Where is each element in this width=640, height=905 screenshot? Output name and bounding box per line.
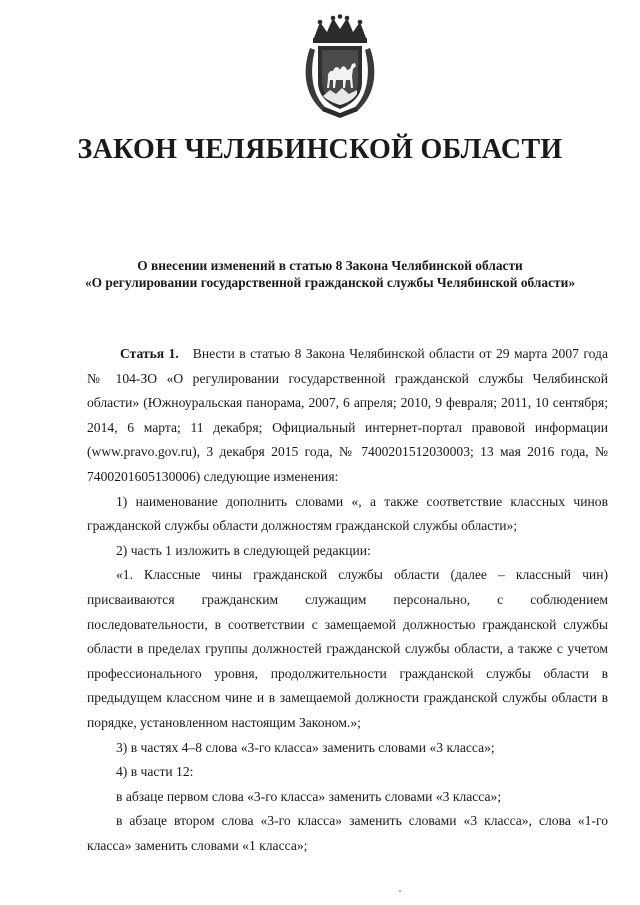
amendment-item-4-para-2: в абзаце втором слова «3-го класса» заменить словами «3 класса», слова «1-го класса» заменить словами «1 класса»; xyxy=(87,813,608,853)
amendment-item-4: 4) в части 12: xyxy=(116,764,194,780)
amendment-item-4-para-1: в абзаце первом слова «3-го класса» заменить словами «3 класса»; xyxy=(116,788,502,804)
article-1-text: Внести в статью 8 Закона Челябинской области от 29 марта 2007 года № 104-ЗО «О регулировании государственной гражданской службы Челябинской области» (Южноуральская панорама, 2007, 6 апреля; 2010, 9 февраля; 2011, 10 сентября; 2014, 6 марта; 11 декабря; Официальный интернет-портал правовой информации (www.pravo.gov.ru), 3 декабря 2015 года, № 7400201512030003; 13 мая 2016 года, № 7400201605130006) следующие изменения: xyxy=(87,346,608,484)
amendment-item-1: 1) наименование дополнить словами «, а также соответствие классных чинов гражданской службы области должностям гражданской службы области»; xyxy=(87,493,608,534)
subtitle-line-2: «О регулировании государственной гражданской службы Челябинской области» xyxy=(84,275,576,290)
coat-of-arms-icon xyxy=(300,14,380,120)
amendment-quote-part-1: «1. Классные чины гражданской службы области (далее – классный чин) присваиваются гражданским служащим персонально, с соблюдением последовательности, в соответствии с замещаемой должностью гражданской службы области в пределах группы должностей гражданской службы области, а также с учетом профессионального уровня, продолжительности гражданской службы области в предыдущем классном чине и в замещаемой должности гражданской службы области в порядке, установленном настоящим Законом.»; xyxy=(87,567,608,730)
amendment-item-3: 3) в частях 4–8 слова «3-го класса» заменить словами «3 класса»; xyxy=(116,739,495,755)
subtitle-line-1: О внесении изменений в статью 8 Закона Челябинской области xyxy=(137,258,523,273)
article-1-intro xyxy=(87,342,608,490)
amendment-item-2: 2) часть 1 изложить в следующей редакции: xyxy=(116,542,371,558)
scan-artifact xyxy=(399,890,401,892)
coat-of-arms-emblem xyxy=(300,14,380,120)
law-subtitle xyxy=(60,257,600,291)
article-1-label: Статья 1. xyxy=(120,346,179,361)
law-body xyxy=(87,342,608,858)
law-title: ЗАКОН ЧЕЛЯБИНСКОЙ ОБЛАСТИ xyxy=(77,134,563,165)
